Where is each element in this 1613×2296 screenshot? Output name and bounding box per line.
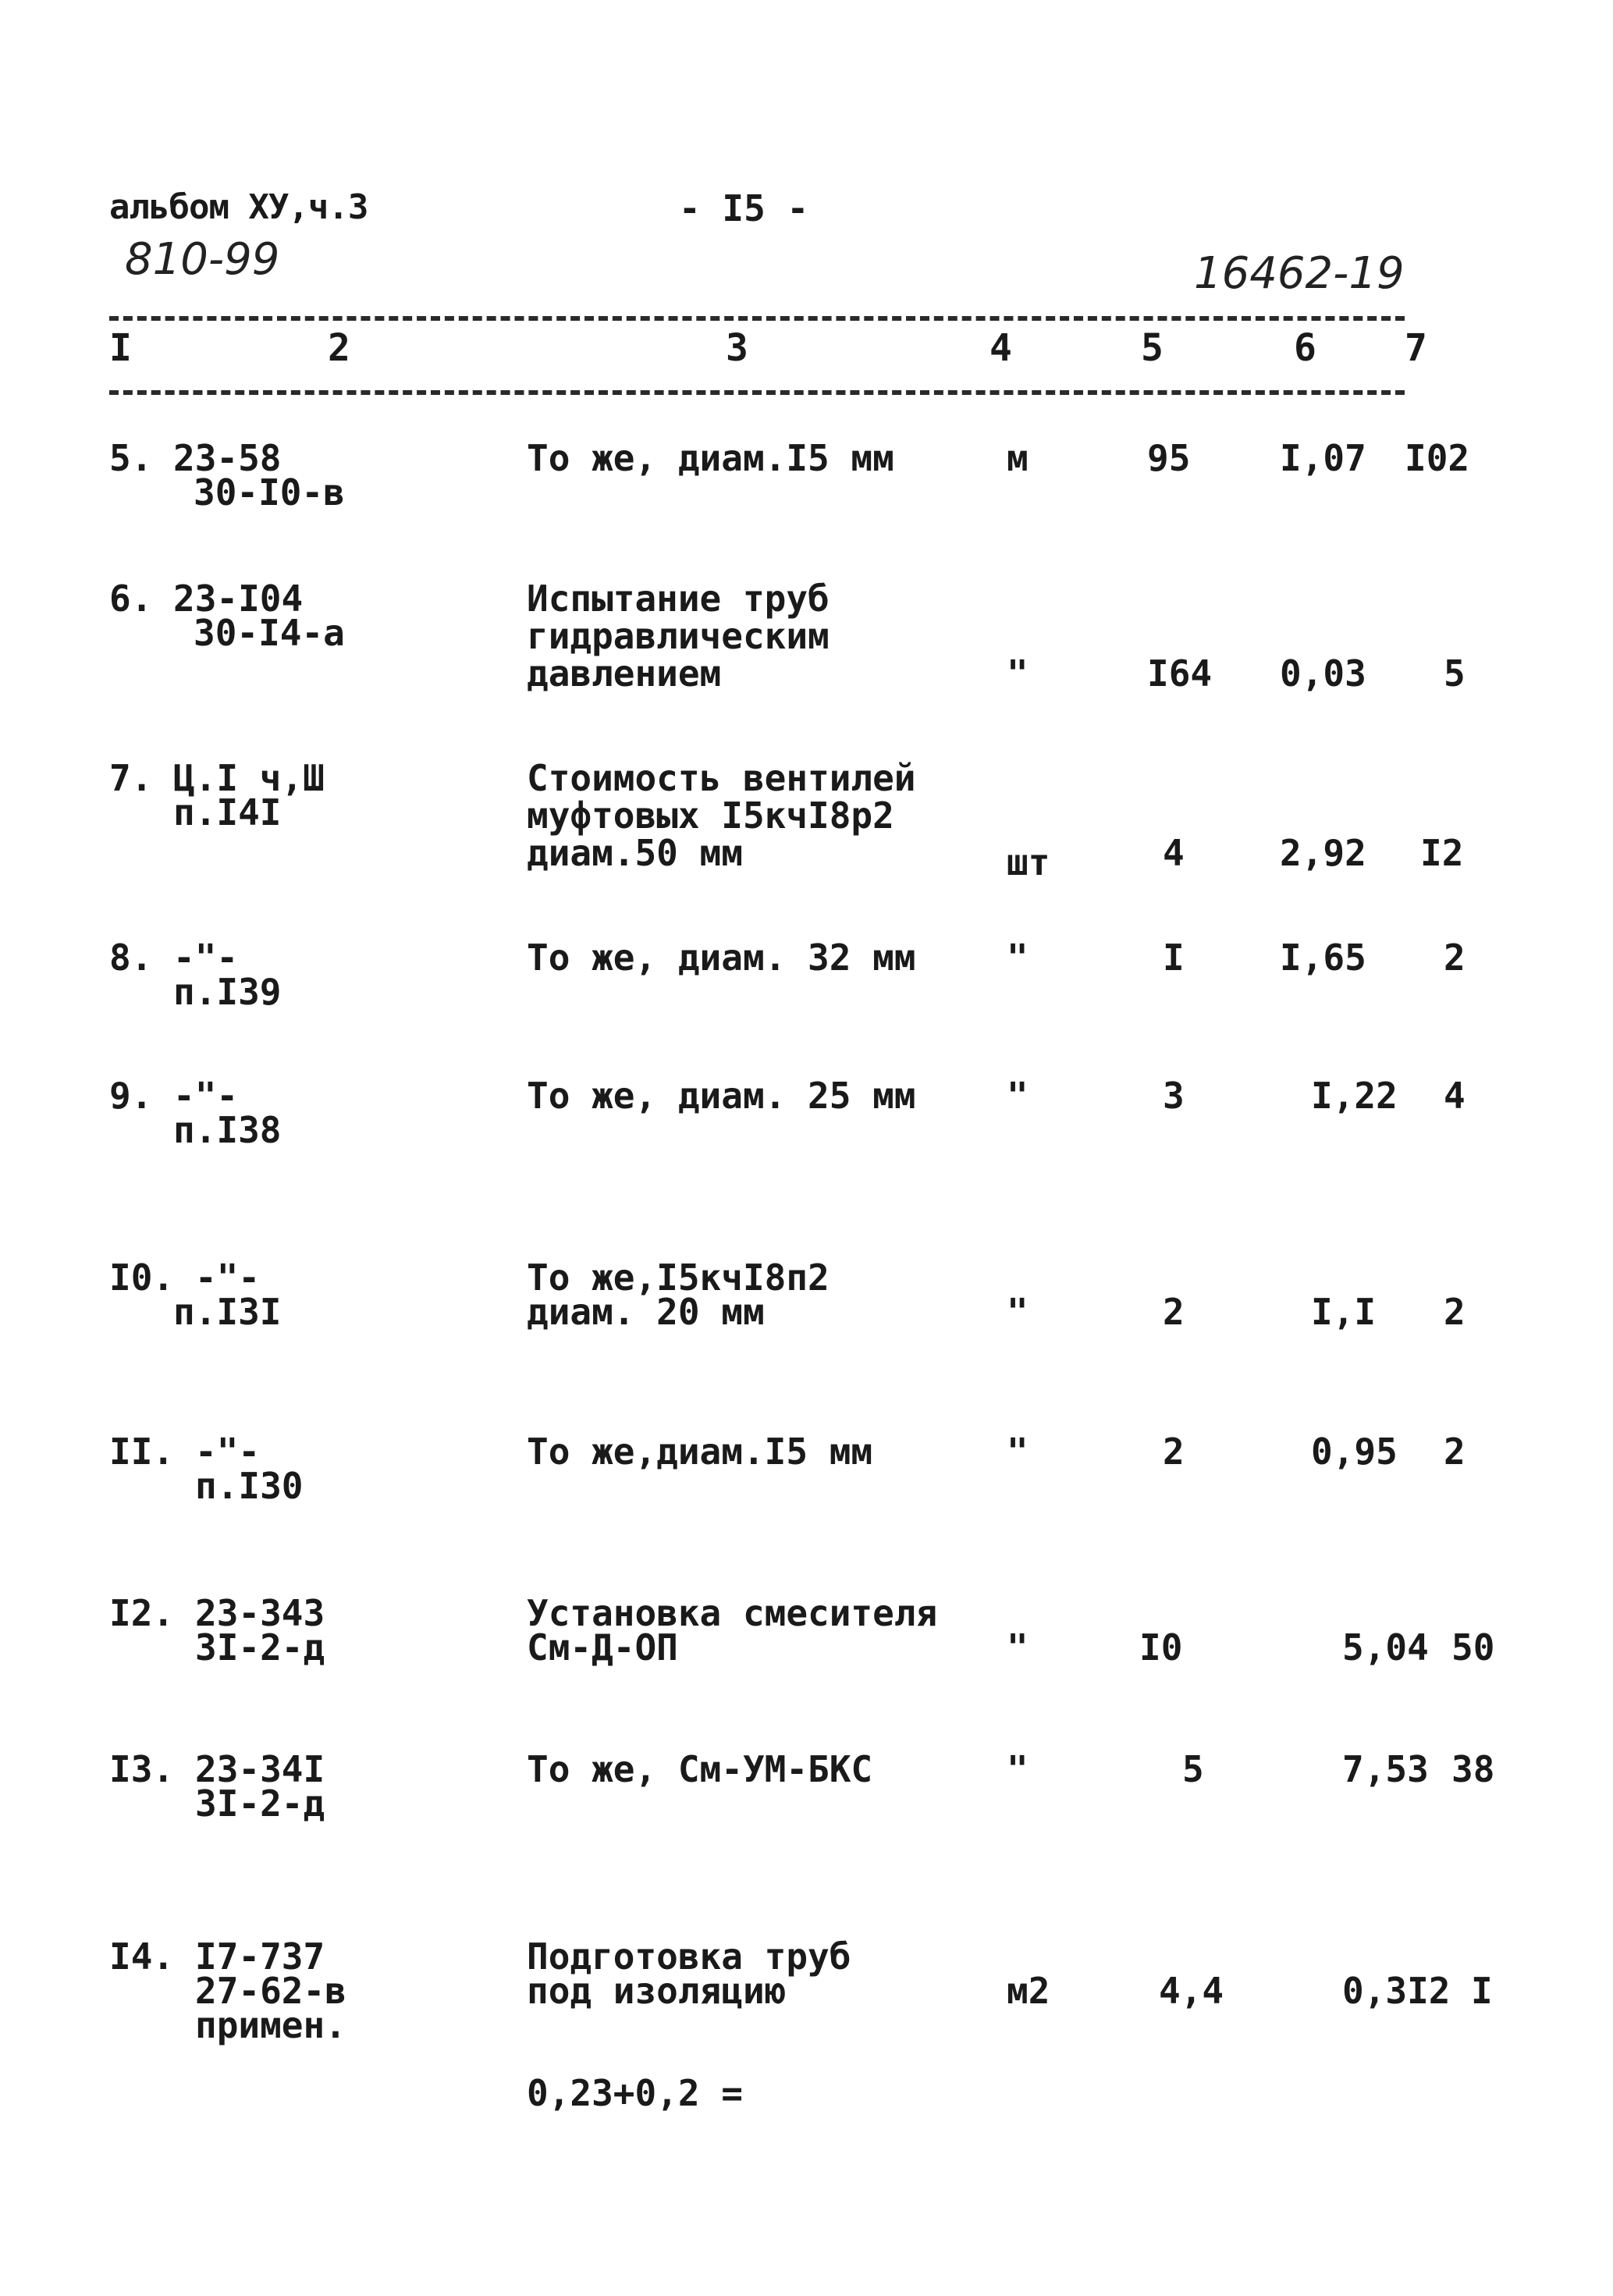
calculation-note: 0,23+0,2 =: [527, 2072, 743, 2114]
total: 50: [1451, 1626, 1495, 1669]
work-description: муфтовых I5кчI8р2: [527, 794, 894, 837]
unit: шт: [1007, 841, 1050, 883]
work-description: То же, диам. 32 мм: [527, 937, 916, 979]
column-header-4: 4: [989, 326, 1012, 370]
rate-code: Ц.I ч,Ш: [173, 757, 325, 799]
work-description: То же, диам.I5 мм: [527, 437, 894, 479]
total: I: [1471, 1970, 1493, 2012]
quantity: 95: [1147, 437, 1191, 479]
rate-subcode: п.I39: [173, 971, 282, 1013]
unit-price: I,22: [1311, 1075, 1398, 1117]
work-description: То же,диам.I5 мм: [527, 1431, 873, 1473]
unit-price: I,65: [1280, 937, 1366, 979]
rate-subcode: 30-I4-а: [194, 612, 345, 654]
quantity: 2: [1163, 1291, 1185, 1333]
rate-subcode: п.I3I: [173, 1291, 282, 1333]
unit-price: 0,3I2: [1342, 1970, 1451, 2012]
total: 4: [1444, 1075, 1466, 1117]
rate-code: 23-34I: [195, 1748, 325, 1790]
unit: м2: [1007, 1970, 1050, 2012]
handwritten-note-left: 810-99: [125, 234, 280, 285]
rate-subcode: 3I-2-д: [195, 1626, 325, 1669]
rate-subcode: п.I38: [173, 1109, 282, 1151]
unit-price: 0,03: [1280, 652, 1366, 695]
rate-subcode: 3I-2-д: [195, 1782, 325, 1825]
unit-price: 7,53: [1342, 1748, 1429, 1790]
rate-code: 23-343: [195, 1592, 325, 1634]
column-header-7: 7: [1405, 326, 1427, 370]
total: 2: [1444, 937, 1466, 979]
column-header-5: 5: [1141, 326, 1164, 370]
row-number: 8.: [109, 937, 153, 979]
unit-price: 0,95: [1311, 1431, 1398, 1473]
work-description: Подготовка труб: [527, 1935, 851, 1978]
unit: ": [1007, 1075, 1029, 1117]
work-description: Установка смесителя: [527, 1592, 938, 1634]
work-description: давлением: [527, 652, 722, 695]
work-description: Стоимость вентилей: [527, 757, 916, 799]
work-description: гидравлическим: [527, 615, 830, 657]
handwritten-note-right: 16462-19: [1194, 248, 1405, 299]
rate-code: -"-: [195, 1256, 261, 1299]
work-description: диам. 20 мм: [527, 1291, 765, 1333]
quantity: I0: [1139, 1626, 1183, 1669]
quantity: 3: [1163, 1075, 1185, 1117]
unit: ": [1007, 1431, 1029, 1473]
unit-price: 5,04: [1342, 1626, 1429, 1669]
unit: ": [1007, 1626, 1029, 1669]
row-number: II.: [109, 1431, 175, 1473]
quantity: 4: [1163, 832, 1185, 874]
total: 5: [1444, 652, 1466, 695]
rate-code: 23-I04: [173, 578, 304, 620]
column-header-2: 2: [328, 326, 350, 370]
row-number: I0.: [109, 1256, 175, 1299]
rate-subcode: п.I30: [195, 1465, 304, 1507]
quantity: 5: [1182, 1748, 1204, 1790]
row-number: 5.: [109, 437, 153, 479]
column-header-1: I: [109, 326, 132, 370]
rate-subcode: п.I4I: [173, 791, 282, 833]
rate-subcode: 30-I0-в: [194, 471, 345, 514]
rate-code: I7-737: [195, 1935, 325, 1978]
work-description: То же, См-УМ-БКС: [527, 1748, 873, 1790]
row-number: I4.: [109, 1935, 175, 1978]
quantity: I64: [1147, 652, 1213, 695]
total: I2: [1420, 832, 1464, 874]
row-number: I2.: [109, 1592, 175, 1634]
work-description: Испытание труб: [527, 578, 830, 620]
quantity: 4,4: [1159, 1970, 1224, 2012]
total: 2: [1444, 1291, 1466, 1333]
row-number: 9.: [109, 1075, 153, 1117]
rate-code: -"-: [173, 1075, 239, 1117]
header-divider-bottom: [109, 390, 1405, 395]
row-number: 6.: [109, 578, 153, 620]
page-number: - I5 -: [679, 187, 809, 229]
unit: ": [1007, 937, 1029, 979]
column-header-6: 6: [1294, 326, 1316, 370]
unit-price: I,07: [1280, 437, 1366, 479]
unit: ": [1007, 1748, 1029, 1790]
work-description: То же,I5кчI8п2: [527, 1256, 830, 1299]
work-description: диам.50 мм: [527, 832, 743, 874]
unit: м: [1007, 437, 1029, 479]
unit: ": [1007, 1291, 1029, 1333]
work-description: См-Д-ОП: [527, 1626, 678, 1669]
unit-price: I,I: [1311, 1291, 1377, 1333]
row-number: 7.: [109, 757, 153, 799]
column-header-3: 3: [726, 326, 748, 370]
rate-code: -"-: [173, 937, 239, 979]
quantity: 2: [1163, 1431, 1185, 1473]
work-description: То же, диам. 25 мм: [527, 1075, 916, 1117]
unit-price: 2,92: [1280, 832, 1366, 874]
album-reference: альбом ХУ,ч.3: [109, 187, 368, 227]
row-number: I3.: [109, 1748, 175, 1790]
rate-subcode: 27-62-в: [195, 1970, 346, 2012]
total: I02: [1405, 437, 1470, 479]
header-divider-top: [109, 316, 1405, 321]
rate-note: примен.: [195, 2004, 346, 2046]
quantity: I: [1163, 937, 1185, 979]
unit: ": [1007, 652, 1029, 695]
work-description: под изоляцию: [527, 1970, 787, 2012]
total: 38: [1451, 1748, 1495, 1790]
rate-code: -"-: [195, 1431, 261, 1473]
rate-code: 23-58: [173, 437, 282, 479]
total: 2: [1444, 1431, 1466, 1473]
